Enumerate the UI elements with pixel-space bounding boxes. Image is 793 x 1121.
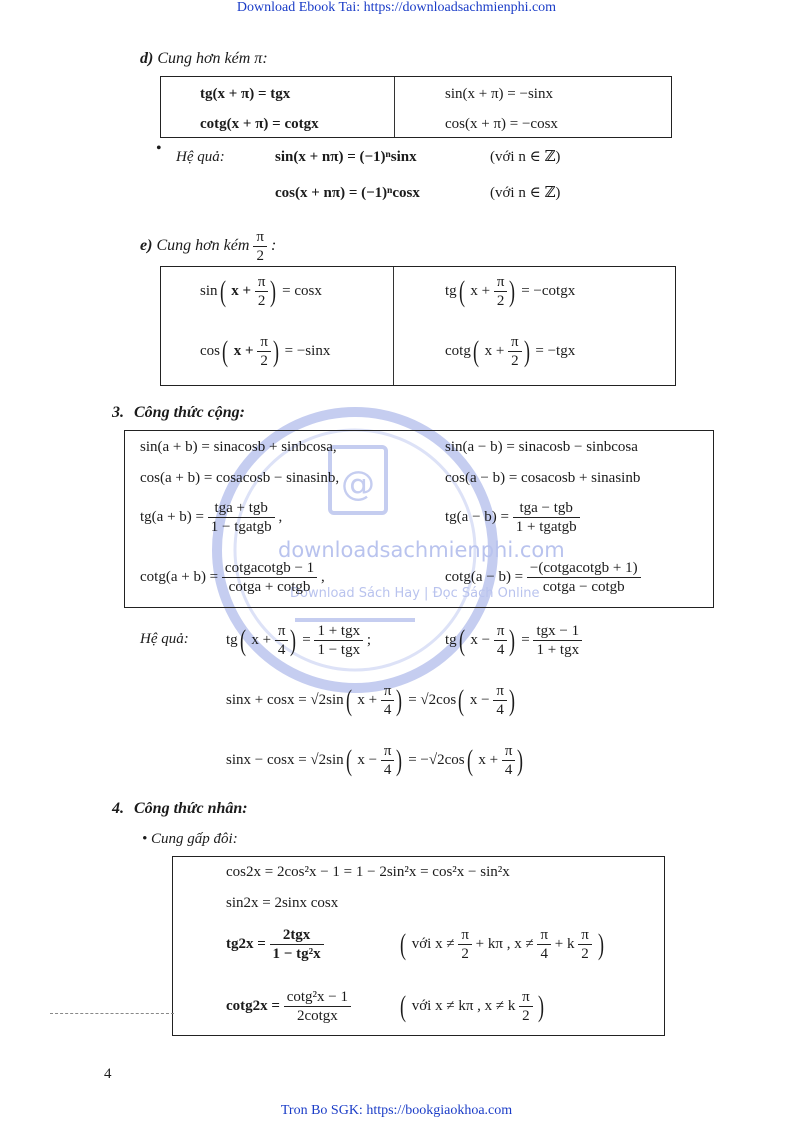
section-3-number: 3.: [112, 404, 124, 421]
fn: cos: [200, 342, 220, 359]
formula-cos-pi: cos(x + π) = −cosx: [445, 116, 558, 132]
sqrt-two: √2: [310, 691, 327, 708]
four-digit: 4: [540, 946, 548, 962]
dashed-line: [50, 1013, 174, 1014]
section-4-number: 4.: [112, 800, 124, 817]
hequa-d-cos-cond: (với n ∈ ℤ): [490, 185, 561, 201]
hequa-d-sin-cond: (với n ∈ ℤ): [490, 149, 561, 165]
denominator: 1 − tgx: [317, 642, 361, 658]
four-digit: 4: [496, 642, 505, 658]
two-digit: 2: [256, 248, 264, 264]
tg2x-condition: ( với x ≠ $\frac{\pi}{2}$ + kπ , x ≠ $\frac{\pi}{4}$ + k $\frac{\pi}{2}$ ): [400, 927, 604, 962]
fn: tg: [445, 631, 457, 648]
hequa-d-sin: sin(x + nπ) = (−1)ⁿsinx: [275, 149, 417, 165]
four-digit: 4: [383, 762, 392, 778]
semicolon: ;: [366, 631, 371, 648]
denominator: 1 − tg²x: [272, 946, 321, 962]
formula-sin-sub: sin(a − b) = sinacosb − sinbcosa: [445, 439, 638, 455]
denominator: cotga − cotgb: [542, 579, 625, 595]
arg: x −: [470, 631, 491, 648]
numerator: 2tgx: [270, 926, 324, 945]
numerator: tga + tgb: [208, 499, 275, 518]
lhs: tg2x =: [226, 935, 266, 952]
numerator: 1 + tgx: [314, 622, 363, 641]
section-3-title: [112, 404, 245, 422]
formula-tg-quarter-pi-minus: tg( x − $\frac{\pi}{4}$ ) = $\frac{\text{tgx − 1}}{\text{1 + tgx}}$: [445, 622, 582, 659]
svg-text:@: @: [341, 464, 375, 504]
fn: tg: [445, 282, 457, 299]
cond-a: với x ≠: [411, 935, 455, 952]
pi-symbol: π: [381, 742, 395, 761]
footer-link[interactable]: Tron Bo SGK: https://bookgiaokhoa.com: [280, 1103, 513, 1118]
section-d-title: [140, 50, 268, 68]
section-3-text: Công thức cộng:: [134, 404, 245, 421]
pi-symbol: π: [494, 622, 508, 641]
sqrt-two: √2: [310, 751, 327, 768]
section-e-label: e): [140, 237, 153, 255]
arg: x +: [233, 342, 254, 359]
cond-b: + kπ , x ≠: [475, 935, 534, 952]
hequa-d-label: Hệ quả:: [176, 149, 225, 165]
formula-sinx-minus-cosx: sinx − cosx = √2sin( x − $\frac{\pi}{4}$ ) = −√2cos( x + $\frac{\pi}{4}$ ): [226, 743, 524, 778]
denominator: 1 + tgatgb: [515, 519, 577, 535]
two-digit: 2: [260, 353, 268, 369]
lhs: sinx + cosx =: [226, 691, 307, 708]
formula-sin2x: sin2x = 2sinx cosx: [226, 895, 339, 911]
formula-sin-add: sin(a + b) = sinacosb + sinbcosa,: [140, 439, 337, 455]
formula-sin-half-pi: sin( x + $\frac{\pi}{2}$ ) = cosx: [200, 274, 322, 309]
numerator: tga − tgb: [513, 499, 580, 518]
bullet-icon: •: [156, 140, 162, 157]
cond-c: + k: [554, 935, 575, 952]
two-digit: 2: [522, 1008, 530, 1024]
formula-sin-pi: sin(x + π) = −sinx: [445, 86, 553, 102]
comma: ,: [278, 508, 283, 525]
formula-cotg-add: [140, 559, 325, 596]
subsection-double-angle: [142, 830, 238, 848]
two-digit: 2: [461, 946, 469, 962]
section-d-label: d): [140, 50, 154, 67]
formula-cos2x: cos2x = 2cos²x − 1 = 1 − 2sin²x = cos²x − sin²x: [226, 864, 510, 880]
lhs: cotg(a + b) =: [140, 568, 219, 585]
formula-cotg2x: [226, 988, 351, 1025]
two-digit: 2: [511, 353, 519, 369]
header-link[interactable]: Download Ebook Tai: https://downloadsachmienphi.com: [236, 0, 557, 15]
pi-symbol: π: [578, 926, 592, 945]
hequa-d-cos: cos(x + nπ) = (−1)ⁿcosx: [275, 185, 420, 201]
numerator: cotg²x − 1: [284, 988, 351, 1007]
table-divider: [393, 267, 394, 385]
sqrt-two: = −√2: [408, 751, 445, 768]
formula-cos-add: cos(a + b) = cosacosb − sinasinb,: [140, 470, 340, 486]
cond-a: với x ≠ kπ , x ≠ k: [411, 997, 516, 1014]
numerator: tgx − 1: [533, 622, 582, 641]
result: = −tgx: [535, 342, 576, 359]
four-digit: 4: [383, 702, 392, 718]
watermark-site: downloadsachmienphi.com: [278, 538, 565, 562]
formula-sinx-plus-cosx: sinx + cosx = √2sin( x + $\frac{\pi}{4}$ ) = √2cos( x − $\frac{\pi}{4}$ ): [226, 683, 515, 718]
result: = −cotgx: [521, 282, 576, 299]
denominator: 1 + tgx: [536, 642, 580, 658]
pi-symbol: π: [275, 622, 289, 641]
formula-tg-sub: [445, 499, 580, 536]
fn: sin: [326, 751, 344, 768]
arg: x +: [251, 631, 272, 648]
pi-symbol: π: [458, 926, 472, 945]
formula-tg-quarter-pi-plus: tg( x + $\frac{\pi}{4}$ ) = $\frac{\text{1 + tgx}}{\text{1 − tgx}}$ ;: [226, 623, 371, 658]
section-e-text: Cung hơn kém: [156, 237, 250, 255]
four-digit: 4: [496, 702, 504, 718]
four-digit: 4: [277, 642, 286, 658]
equals: =: [521, 631, 530, 648]
fn: sin: [200, 282, 218, 299]
two-digit: 2: [496, 293, 505, 309]
pi-symbol: π: [257, 333, 271, 352]
comma: ,: [320, 568, 325, 585]
numerator: cotgacotgb − 1: [222, 559, 317, 578]
colon: :: [270, 237, 277, 255]
section-4-text: Công thức nhân:: [134, 800, 248, 817]
page-number: 4: [104, 1066, 112, 1082]
section-e-title: [140, 228, 276, 265]
pi-symbol: π: [537, 926, 551, 945]
formula-cos-sub: cos(a − b) = cosacosb + sinasinb: [445, 470, 641, 486]
fn: cos: [436, 691, 457, 708]
numerator: −(cotgacotgb + 1): [527, 559, 641, 578]
pi-symbol: π: [519, 988, 533, 1007]
arg: x +: [470, 282, 491, 299]
table-divider: [394, 77, 395, 137]
section-d-text: Cung hơn kém π:: [157, 50, 268, 67]
result: = −sinx: [284, 342, 331, 359]
lhs: tg(a + b) =: [140, 508, 204, 525]
formula-cos-half-pi: cos( x + $\frac{\pi}{2}$ ) = −sinx: [200, 334, 331, 369]
equals: =: [302, 631, 311, 648]
pi-symbol: π: [508, 333, 522, 352]
formula-tg-half-pi: tg( x + $\frac{\pi}{2}$ ) = −cotgx: [445, 274, 576, 309]
denominator: cotga + cotgb: [228, 579, 311, 595]
pi-symbol: π: [253, 228, 267, 247]
formula-tg-pi: tg(x + π) = tgx: [200, 86, 291, 102]
arg: x −: [357, 751, 378, 768]
lhs: tg(a − b) =: [445, 508, 509, 525]
two-digit: 2: [581, 946, 589, 962]
hequa-3-label: Hệ quả:: [140, 631, 189, 647]
formula-tg-add: [140, 499, 282, 536]
denominator: 1 − tgatgb: [210, 519, 272, 535]
fn: cotg: [445, 342, 471, 359]
denominator: 2cotgx: [296, 1008, 338, 1024]
lhs: sinx − cosx =: [226, 751, 307, 768]
arg: x −: [469, 691, 490, 708]
arg: x +: [231, 282, 252, 299]
watermark-tagline: Download Sách Hay | Đọc Sách Online: [290, 586, 540, 601]
four-digit: 4: [504, 762, 513, 778]
subsection-title: Cung gấp đôi:: [151, 831, 238, 847]
fn: sin: [326, 691, 344, 708]
pi-symbol: π: [502, 742, 516, 761]
fn: cos: [444, 751, 465, 768]
cotg2x-condition: ( với x ≠ kπ , x ≠ k $\frac{\pi}{2}$ ): [400, 989, 545, 1024]
pi-symbol: π: [493, 682, 507, 701]
two-digit: 2: [257, 293, 266, 309]
arg: x +: [484, 342, 505, 359]
pi-symbol: π: [381, 682, 395, 701]
bullet-icon: •: [142, 831, 148, 847]
formula-cotg-half-pi: cotg( x + $\frac{\pi}{2}$ ) = −tgx: [445, 334, 576, 369]
formula-cotg-pi: cotg(x + π) = cotgx: [200, 116, 319, 132]
pi-symbol: π: [494, 273, 508, 292]
formula-cotg-sub: [445, 559, 641, 596]
result: = cosx: [282, 282, 322, 299]
section-4-title: [112, 800, 248, 818]
arg: x +: [357, 691, 378, 708]
pi-symbol: π: [255, 273, 269, 292]
sqrt-two: = √2: [408, 691, 437, 708]
lhs: cotg2x =: [226, 997, 280, 1014]
arg: x +: [478, 751, 499, 768]
fn: tg: [226, 631, 238, 648]
lhs: cotg(a − b) =: [445, 568, 524, 585]
formula-tg2x: [226, 926, 324, 963]
